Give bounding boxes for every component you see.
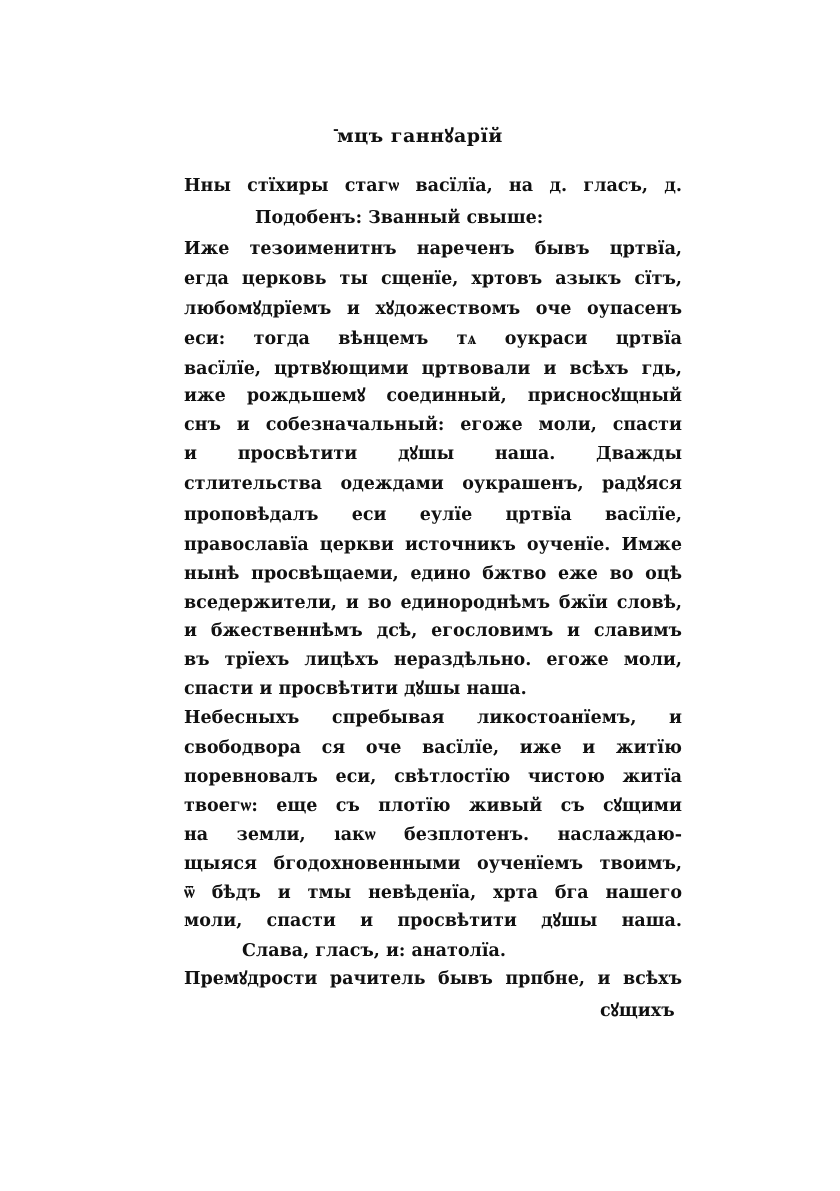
text-line-13: православїа церкви источникъ оученїе. Имже <box>184 535 682 555</box>
text-line-17: въ трїехъ лицѣхъ нераздѣльно. егоже моли, <box>184 650 682 670</box>
text-line-29: сꙋщихъ <box>600 1001 675 1021</box>
text-line-23: на земли, ıакѡ безплотенъ. наслаждаю- <box>184 825 682 845</box>
text-line-8: иже рождьшемꙋ соединный, присносꙋщный <box>184 386 682 406</box>
text-line-20: свободвора ся оче васїлїе, иже и житїю <box>184 738 682 758</box>
page-title: мцъ ганнꙋарїй <box>337 125 503 147</box>
text-line-10: и просвѣтити дꙋшы наша. Дважды <box>184 444 682 464</box>
text-line-11: стлительства одеждами оукрашенъ, радꙋяся <box>184 474 682 494</box>
text-line-22: твоегѡ: еще съ плотїю живый съ сꙋщими <box>184 796 682 816</box>
text-line-3: Иже тезоименитнъ нареченъ бывъ цртвїа, <box>184 239 682 259</box>
text-line-1: Нны стїхиры стагѡ васїлїа, на д. гласъ, д. <box>184 176 682 196</box>
text-line-4: егда церковь ты сщенїе, хртовъ азыкъ сїтъ, <box>184 269 682 289</box>
text-line-9: снъ и собезначальный: егоже моли, спасти <box>184 415 682 435</box>
text-line-6: еси: тогда вѣнцемъ тѧ оукраси цртвїа <box>184 329 682 349</box>
text-line-14: нынѣ просвѣщаеми, едино бжтво еже во оцѣ <box>184 564 682 584</box>
text-line-2: Подобенъ: Званный свыше: <box>255 208 544 228</box>
text-line-18: спасти и просвѣтити дꙋшы наша. <box>184 679 527 699</box>
text-line-12: проповѣдалъ еси еулїе цртвїа васїлїе, <box>184 505 682 525</box>
text-line-28: Премꙋдрости рачитель бывъ прпбне, и всѣхъ <box>184 969 682 989</box>
page-header <box>0 122 840 148</box>
text-line-25: ѿ бѣдъ и тмы невѣденїа, хрта бга нашего <box>184 883 682 903</box>
text-line-16: и бжественнѣмъ дсѣ, егословимъ и славимъ <box>184 621 682 641</box>
text-line-27: Слава, гласъ, и: анатолїа. <box>242 941 506 961</box>
header-dash: - <box>333 122 340 138</box>
text-line-26: моли, спасти и просвѣтити дꙋшы наша. <box>184 911 682 931</box>
text-line-5: любомꙋдрїемъ и хꙋдожествомъ оче оупасенъ <box>184 299 682 319</box>
text-line-7: васїлїе, цртвꙋющими цртвовали и всѣхъ гдь, <box>184 359 682 379</box>
text-line-15: вседержители, и во единороднѣмъ бжїи словѣ, <box>184 593 682 613</box>
text-line-24: щыяся бгодохновенными оученїемъ твоимъ, <box>184 854 682 874</box>
text-line-19: Небесныхъ спребывая ликостоанїемъ, и <box>184 708 682 728</box>
text-line-21: поревновалъ еси, свѣтлостїю чистою житїа <box>184 767 682 787</box>
